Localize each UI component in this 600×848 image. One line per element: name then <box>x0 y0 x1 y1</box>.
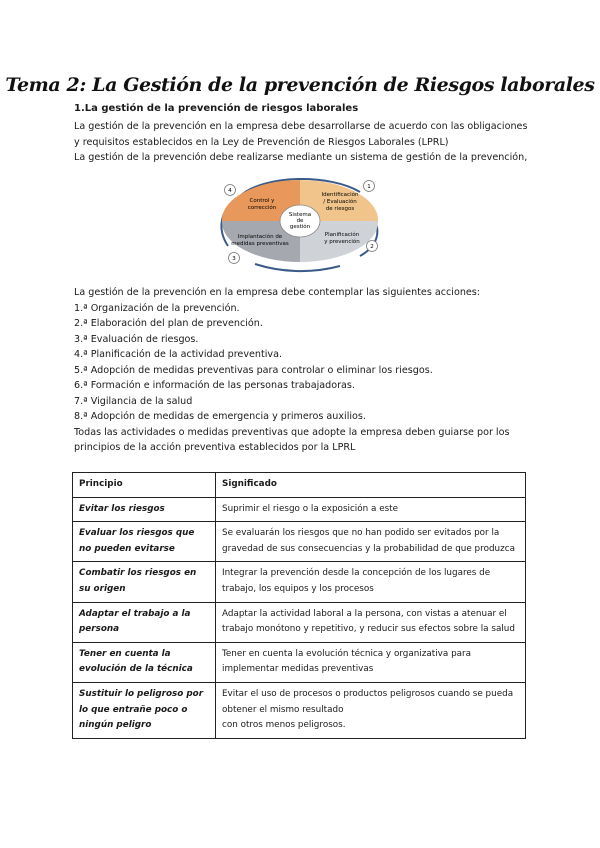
cell-significado <box>216 682 526 738</box>
center-label-2: de <box>296 218 304 224</box>
management-cycle-diagram <box>210 166 390 276</box>
q4-line-1: Control y <box>249 198 275 204</box>
action-item: 6.ª Formación e información de las personas trabajadoras. <box>74 380 355 391</box>
center-label-1: Sistema <box>288 212 312 218</box>
table-row <box>73 642 526 682</box>
q2-line-1: Planificación <box>324 232 360 238</box>
step-number-2: 2 <box>370 244 374 250</box>
action-item: 4.ª Planificación de la actividad preventiva. <box>74 349 283 360</box>
action-item: 7.ª Vigilancia de la salud <box>74 395 193 407</box>
header-principio: Principio <box>73 473 216 498</box>
table-row <box>73 562 526 602</box>
cell-principio: Combatir los riesgos en su origen <box>73 562 216 602</box>
section-heading: 1.La gestión de la prevención de riesgos laborales <box>74 103 359 114</box>
cell-principio: Adaptar el trabajo a la persona <box>73 602 216 642</box>
action-item: 2.ª Elaboración del plan de prevención. <box>74 318 263 329</box>
center-label-3: gestión <box>289 224 311 230</box>
cycle-arrow-bottom <box>255 264 340 271</box>
step-number-4: 4 <box>228 188 232 194</box>
q4-line-2: corrección <box>247 205 277 211</box>
step-number-1: 1 <box>367 184 371 190</box>
table-row <box>73 522 526 562</box>
q1-line-1: Identificación <box>321 192 359 198</box>
q1-line-2: / Evaluación <box>323 199 357 205</box>
table-row <box>73 682 526 738</box>
q3-line-2: medidas preventivas <box>231 241 289 247</box>
q1-line-3: de riesgos <box>325 206 355 212</box>
cell-principio: Evaluar los riesgos que no pueden evitarse <box>73 522 216 562</box>
closing-paragraph: Todas las actividades o medidas preventivas que adopte la empresa deben guiarse por los principios de la acción preventiva establecidos por la LPRL <box>74 426 510 453</box>
principles-table <box>72 472 526 739</box>
cell-significado: Suprimir el riesgo o la exposición a este <box>216 497 526 522</box>
cell-significado: Tener en cuenta la evolución técnica y organizativa para implementar medidas preventivas <box>216 642 526 682</box>
action-item: 3.ª Evaluación de riesgos. <box>74 333 199 345</box>
step-number-3: 3 <box>232 256 236 262</box>
paragraph-lprl: La gestión de la prevención en la empresa debe desarrollarse de acuerdo con las obligaciones y requisitos establecidos en la Ley de Prevención de Riesgos Laborales (LPRL) <box>74 121 528 148</box>
q3-line-1: Implantación de <box>237 234 283 240</box>
cell-significado: Integrar la prevención desde la concepción de los lugares de trabajo, los equipos y los procesos <box>216 562 526 602</box>
header-significado: Significado <box>216 473 526 498</box>
q2-line-2: y prevención <box>324 239 360 245</box>
cell-significado-line: Evitar el uso de procesos o productos peligrosos cuando se pueda obtener el mismo resultado <box>222 688 514 715</box>
cell-principio: Evitar los riesgos <box>73 497 216 522</box>
cell-principio: Tener en cuenta la evolución de la técnica <box>73 642 216 682</box>
actions-intro: La gestión de la prevención en la empresa debe contemplar las siguientes acciones: <box>74 287 481 298</box>
actions-list <box>74 285 544 456</box>
table-row <box>73 497 526 522</box>
cell-significado: Se evaluarán los riesgos que no han podido ser evitados por la gravedad de sus consecuencias y la probabilidad de que produzca <box>216 522 526 562</box>
page-title: Tema 2: La Gestión de la prevención de Riesgos laborales <box>5 74 595 96</box>
table-row <box>73 602 526 642</box>
table-header-row <box>73 473 526 498</box>
action-item: 8.ª Adopción de medidas de emergencia y primeros auxilios. <box>74 411 366 422</box>
cell-significado-line: con otros menos peligrosos. <box>222 720 346 731</box>
action-item: 5.ª Adopción de medidas preventivas para controlar o eliminar los riesgos. <box>74 364 433 376</box>
cell-significado: Adaptar la actividad laboral a la persona, con vistas a atenuar el trabajo monótono y repetitivo, y reducir sus efectos sobre la salud <box>216 602 526 642</box>
action-item: 1.ª Organización de la prevención. <box>74 302 240 314</box>
cell-principio: Sustituir lo peligroso por lo que entrañe poco o ningún peligro <box>73 682 216 738</box>
paragraph-sistema: La gestión de la prevención debe realizarse mediante un sistema de gestión de la prevención, <box>74 152 528 163</box>
